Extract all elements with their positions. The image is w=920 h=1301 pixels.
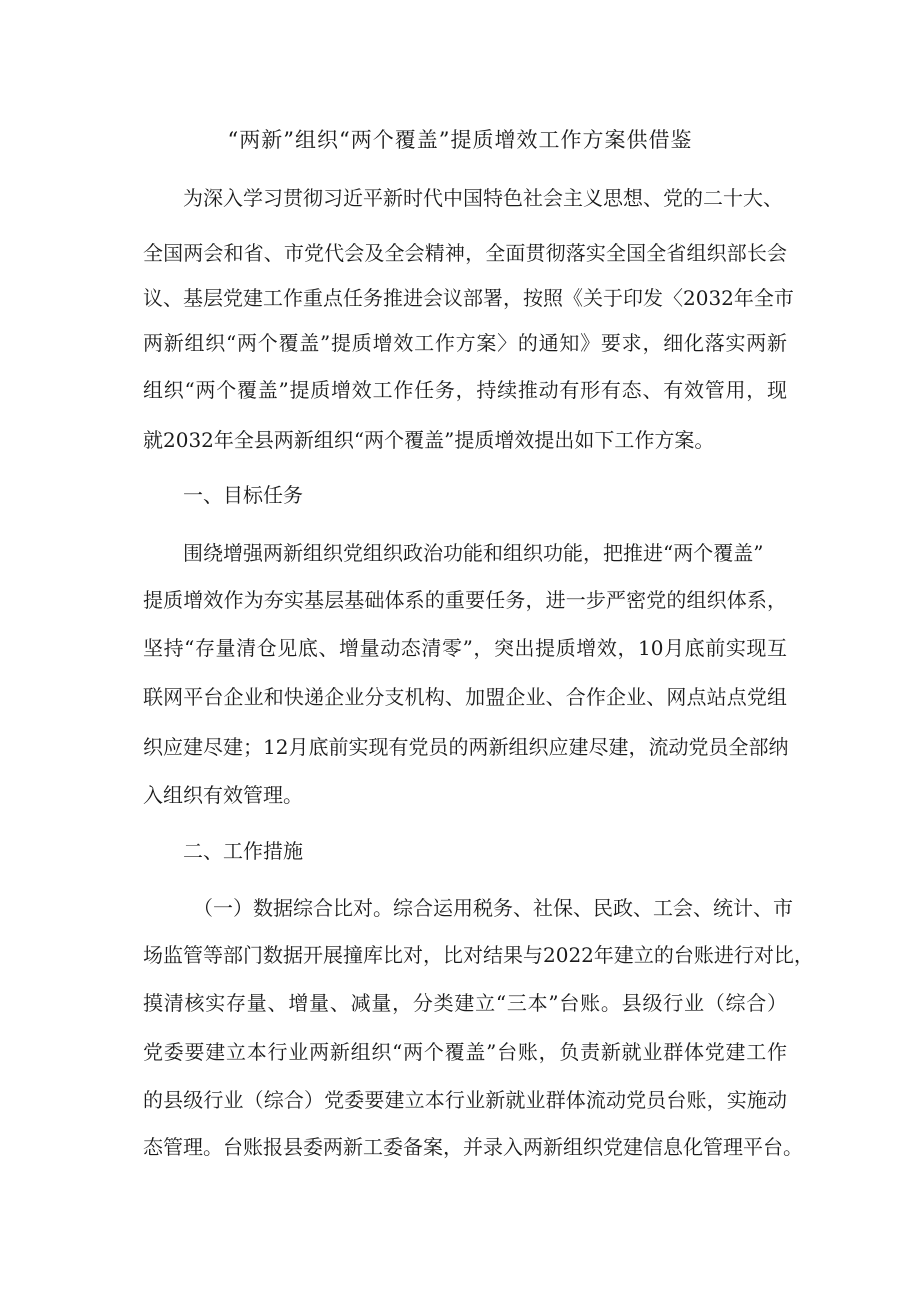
- measures-line-4: 党委要建立本行业两新组织“两个覆盖”台账，负责新就业群体党建工作: [143, 1040, 787, 1064]
- measures-line-2: 场监管等部门数据开展撞库比对，比对结果与2022年建立的台账进行对比，: [143, 943, 814, 967]
- goals-line-2: 提质增效作为夯实基层基础体系的重要任务，进一步严密党的组织体系，: [143, 588, 787, 612]
- intro-line-6: 就2032年全县两新组织“两个覆盖”提质增效提出如下工作方案。: [143, 428, 715, 452]
- goals-line-5: 织应建尽建；12月底前实现有党员的两新组织应建尽建，流动党员全部纳: [143, 735, 789, 759]
- intro-line-3: 议、基层党建工作重点任务推进会议部署，按照《关于印发〈2032年全市: [143, 286, 794, 310]
- intro-line-5: 组织“两个覆盖”提质增效工作任务，持续推动有形有态、有效管用，现: [143, 378, 787, 402]
- document-title: “两新”组织“两个覆盖”提质增效工作方案供借鉴: [227, 128, 693, 152]
- intro-line-2: 全国两会和省、市党代会及全会精神，全面贯彻落实全国全省组织部长会: [143, 241, 787, 265]
- intro-line-4: 两新组织“两个覆盖”提质增效工作方案〉的通知》要求，细化落实两新: [143, 331, 787, 355]
- measures-line-1: （一）数据综合比对。综合运用税务、社保、民政、工会、统计、市: [193, 896, 793, 920]
- measures-line-5: 的县级行业（综合）党委要建立本行业新就业群体流动党员台账，实施动: [143, 1088, 787, 1112]
- measures-line-3: 摸清核实存量、增量、减量，分类建立“三本”台账。县级行业（综合）: [143, 991, 787, 1015]
- goals-line-1: 围绕增强两新组织党组织政治功能和组织功能，把推进“两个覆盖”: [183, 541, 764, 565]
- measures-line-6: 态管理。台账报县委两新工委备案，并录入两新组织党建信息化管理平台。: [143, 1135, 803, 1159]
- section-heading-measures: 二、工作措施: [183, 839, 303, 863]
- intro-line-1: 为深入学习贯彻习近平新时代中国特色社会主义思想、党的二十大、: [183, 186, 783, 210]
- goals-line-3: 坚持“存量清仓见底、增量动态清零”，突出提质增效，10月底前实现互: [143, 636, 787, 660]
- goals-line-6: 入组织有效管理。: [143, 783, 303, 807]
- section-heading-goals: 一、目标任务: [183, 483, 303, 507]
- goals-line-4: 联网平台企业和快递企业分支机构、加盟企业、合作企业、网点站点党组: [143, 685, 787, 709]
